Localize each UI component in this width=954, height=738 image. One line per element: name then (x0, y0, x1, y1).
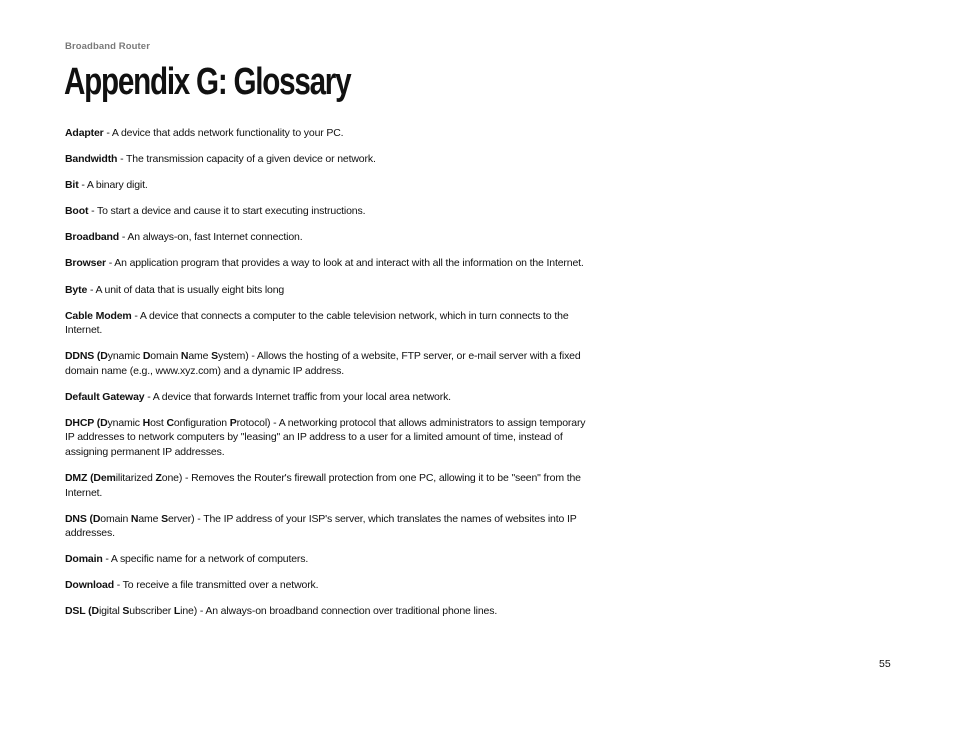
glossary-entry-domain (65, 552, 590, 567)
glossary-definition: - Allows the hosting of a website, FTP server, or e-mail server with a fixed domain name (e.g., www.xyz.com) and a dynamic IP address. (65, 350, 581, 377)
glossary-term: Default Gateway (65, 390, 145, 403)
glossary-term: Boot (65, 205, 89, 218)
glossary-entry-byte (65, 283, 590, 298)
glossary-entry-dhcp (65, 416, 590, 460)
acronym-expansion: (Domain Name Server) (86, 512, 195, 525)
glossary-definition: - An always-on, fast Internet connection. (119, 231, 303, 244)
glossary-entry-broadband (65, 230, 590, 245)
glossary-entry-default-gateway (65, 390, 590, 405)
glossary-definition: - A networking protocol that allows administrators to assign temporary IP addresses to network computers by "leasing" an IP address to a user for a limited amount of time, instead of assigning permanent IP addresses. (65, 416, 586, 458)
glossary-entry-download (65, 578, 590, 593)
glossary-term: Byte (65, 283, 88, 296)
glossary-definition: - The transmission capacity of a given device or network. (117, 153, 376, 166)
glossary-entry-adapter (65, 126, 590, 141)
glossary-term: Adapter (65, 127, 104, 139)
glossary-term: Bit (65, 179, 79, 192)
acronym-expansion: (Dynamic Host Configuration Protocol) (93, 416, 271, 429)
acronym-expansion: (Digital Subscriber Line) (85, 605, 198, 618)
glossary-entry-bandwidth (65, 152, 590, 167)
glossary-term: Cable Modem (65, 309, 132, 322)
glossary-term: Domain (65, 553, 103, 566)
glossary-list (65, 126, 590, 631)
glossary-definition: - A unit of data that is usually eight bits long (87, 283, 285, 296)
glossary-entry-ddns (65, 349, 590, 378)
glossary-definition: - A device that adds network functionality to your PC. (103, 127, 344, 139)
page-title: Appendix G: Glossary (64, 61, 351, 103)
glossary-term: DMZ (65, 472, 88, 485)
glossary-term: DSL (65, 605, 86, 618)
glossary-definition: - A binary digit. (78, 179, 148, 192)
glossary-definition: - A device that forwards Internet traffic from your local area network. (144, 390, 451, 403)
glossary-term: DHCP (65, 416, 94, 429)
page-number: 55 (879, 658, 891, 670)
glossary-definition: - An application program that provides a way to look at and interact with all the information on the Internet. (105, 257, 584, 270)
glossary-entry-bit (65, 178, 590, 193)
glossary-entry-dns (65, 512, 590, 541)
acronym-expansion: (Dynamic Domain Name System) (94, 350, 249, 363)
glossary-definition: - A specific name for a network of computers. (102, 553, 309, 566)
acronym-expansion: (Demilitarized Zone) (87, 472, 183, 485)
glossary-definition: - Removes the Router's firewall protection from one PC, allowing it to be "seen" from the Internet. (65, 472, 581, 499)
glossary-term: Browser (65, 257, 106, 270)
glossary-term: DNS (65, 512, 87, 525)
glossary-term: Bandwidth (65, 153, 118, 166)
glossary-definition: - To receive a file transmitted over a network. (113, 579, 319, 592)
glossary-entry-boot (65, 204, 590, 219)
glossary-definition: - A device that connects a computer to the cable television network, which in turn connects to the Internet. (65, 309, 569, 337)
glossary-entry-cable-modem (65, 309, 590, 338)
running-header: Broadband Router (65, 41, 150, 52)
glossary-definition: - An always-on broadband connection over traditional phone lines. (197, 605, 498, 618)
glossary-entry-browser (65, 256, 590, 271)
glossary-entry-dmz (65, 471, 590, 500)
glossary-term: Broadband (65, 231, 120, 244)
glossary-entry-dsl (65, 604, 590, 619)
glossary-definition: - The IP address of your ISP's server, which translates the names of websites into IP addresses. (65, 512, 577, 540)
glossary-term: DDNS (65, 350, 95, 363)
glossary-term: Download (65, 579, 114, 592)
glossary-definition: - To start a device and cause it to start executing instructions. (88, 205, 366, 218)
